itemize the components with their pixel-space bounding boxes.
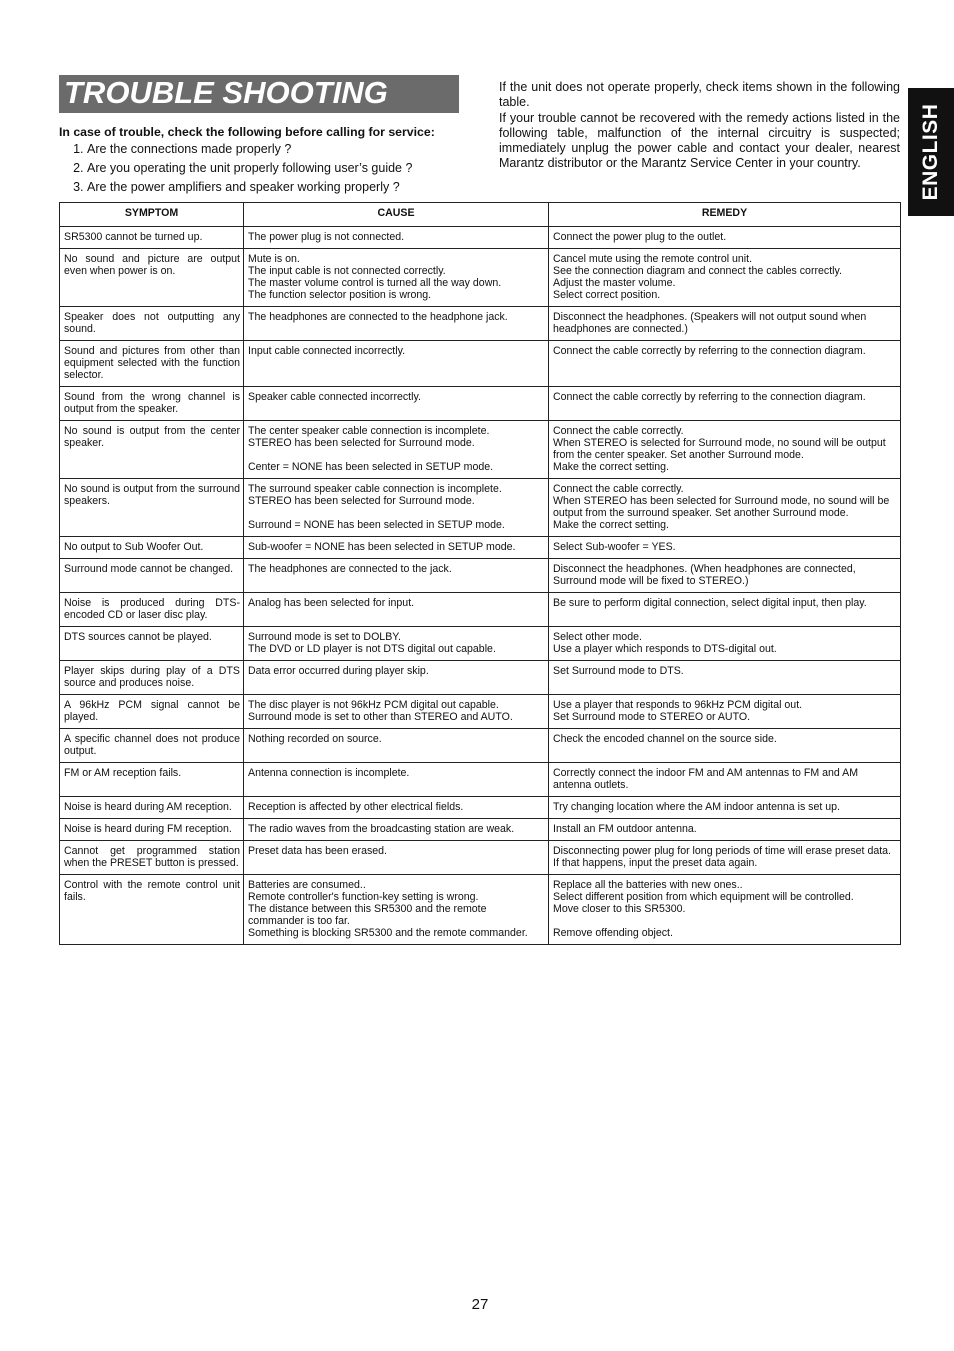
cause-cell [244, 227, 549, 249]
table-row [60, 559, 901, 593]
cause-line: The surround speaker cable connection is incomplete. [248, 483, 502, 495]
check-item: 3. Are the power amplifiers and speaker working properly ? [87, 180, 479, 195]
title-banner [59, 75, 459, 113]
remedy-cell [549, 341, 901, 387]
remedy-cell [549, 479, 901, 537]
header-symptom: SYMPTOM [60, 203, 244, 227]
remedy-line: See the connection diagram and connect the cables correctly. [553, 265, 842, 277]
cause-line: Input cable connected incorrectly. [248, 345, 406, 357]
cause-cell [244, 537, 549, 559]
intro-paragraph [499, 80, 900, 172]
remedy-line: Adjust the master volume. [553, 277, 676, 289]
remedy-line: Set Surround mode to DTS. [553, 665, 684, 677]
remedy-cell [549, 841, 901, 875]
intro-lead: In case of trouble, check the following before calling for service: [59, 125, 435, 139]
remedy-line: Correctly connect the indoor FM and AM antennas to FM and AM antenna outlets. [553, 767, 859, 791]
cause-line: The master volume control is turned all the way down. [248, 277, 502, 289]
check-list [59, 142, 479, 195]
cause-line: Reception is affected by other electrical fields. [248, 801, 464, 813]
remedy-line: Make the correct setting. [553, 519, 669, 531]
cause-cell [244, 627, 549, 661]
remedy-line: Move closer to this SR5300. [553, 903, 686, 915]
remedy-cell [549, 227, 901, 249]
cause-line: Surround = NONE has been selected in SETUP mode. [248, 519, 505, 531]
remedy-line: Remove offending object. [553, 927, 673, 939]
check-item: 1. Are the connections made properly ? [87, 142, 479, 157]
table-row [60, 695, 901, 729]
intro-section [59, 125, 479, 199]
table-row [60, 227, 901, 249]
symptom-cell: No sound is output from the surround speakers. [60, 479, 244, 537]
table-row [60, 841, 901, 875]
cause-cell [244, 841, 549, 875]
remedy-line: Select Sub-woofer = YES. [553, 541, 676, 553]
table-row [60, 819, 901, 841]
symptom-cell: Sound from the wrong channel is output from the speaker. [60, 387, 244, 421]
remedy-line: Use a player that responds to 96kHz PCM digital out. [553, 699, 803, 711]
header-remedy: REMEDY [549, 203, 901, 227]
table-row [60, 421, 901, 479]
remedy-line: Replace all the batteries with new ones.. [553, 879, 743, 891]
remedy-cell [549, 797, 901, 819]
cause-line: STEREO has been selected for Surround mode. [248, 495, 475, 507]
table-row [60, 479, 901, 537]
remedy-cell [549, 875, 901, 945]
cause-cell [244, 695, 549, 729]
remedy-cell [549, 661, 901, 695]
cause-line: The headphones are connected to the headphone jack. [248, 311, 508, 323]
remedy-cell [549, 627, 901, 661]
cause-cell [244, 559, 549, 593]
symptom-cell: Sound and pictures from other than equipment selected with the function selector. [60, 341, 244, 387]
cause-line: The radio waves from the broadcasting station are weak. [248, 823, 515, 835]
remedy-line: Connect the cable correctly by referring to the connection diagram. [553, 391, 866, 403]
symptom-cell: Control with the remote control unit fails. [60, 875, 244, 945]
cause-line: The input cable is not connected correctly. [248, 265, 446, 277]
cause-line: Something is blocking SR5300 and the remote commander. [248, 927, 528, 939]
intro-paragraph-1: If the unit does not operate properly, check items shown in the following table. [499, 80, 900, 110]
remedy-line: Be sure to perform digital connection, select digital input, then play. [553, 597, 867, 609]
symptom-cell: A specific channel does not produce output. [60, 729, 244, 763]
cause-cell [244, 763, 549, 797]
table-row [60, 797, 901, 819]
cause-cell [244, 341, 549, 387]
cause-line: The power plug is not connected. [248, 231, 405, 243]
table-row [60, 341, 901, 387]
cause-line: Sub-woofer = NONE has been selected in SETUP mode. [248, 541, 516, 553]
remedy-cell [549, 537, 901, 559]
cause-cell [244, 421, 549, 479]
remedy-cell [549, 307, 901, 341]
cause-cell [244, 729, 549, 763]
cause-cell [244, 479, 549, 537]
symptom-cell: Noise is heard during AM reception. [60, 797, 244, 819]
remedy-line: Disconnecting power plug for long periods of time will erase preset data. If that happens, input the preset data again. [553, 845, 892, 869]
remedy-line: Select correct position. [553, 289, 661, 301]
page-title: TROUBLE SHOOTING [64, 75, 388, 110]
cause-line: Center = NONE has been selected in SETUP mode. [248, 461, 494, 473]
cause-cell [244, 593, 549, 627]
table-row [60, 729, 901, 763]
cause-line: The disc player is not 96kHz PCM digital out capable. [248, 699, 499, 711]
cause-line: Nothing recorded on source. [248, 733, 382, 745]
table-row [60, 387, 901, 421]
cause-line: The distance between this SR5300 and the remote commander is too far. [248, 903, 487, 927]
remedy-cell [549, 729, 901, 763]
cause-line: Antenna connection is incomplete. [248, 767, 410, 779]
cause-cell [244, 797, 549, 819]
symptom-cell: Noise is heard during FM reception. [60, 819, 244, 841]
cause-line: Batteries are consumed.. [248, 879, 366, 891]
cause-cell [244, 249, 549, 307]
remedy-line: Cancel mute using the remote control unit. [553, 253, 753, 265]
cause-line: Surround mode is set to DOLBY. [248, 631, 401, 643]
remedy-line: Connect the power plug to the outlet. [553, 231, 727, 243]
check-item: 2. Are you operating the unit properly following user’s guide ? [87, 161, 479, 176]
symptom-cell: No output to Sub Woofer Out. [60, 537, 244, 559]
remedy-cell [549, 249, 901, 307]
troubleshooting-table [59, 202, 901, 945]
cause-cell [244, 387, 549, 421]
table-row [60, 763, 901, 797]
cause-line: The DVD or LD player is not DTS digital out capable. [248, 643, 496, 655]
symptom-cell: No sound and picture are output even when power is on. [60, 249, 244, 307]
table-row [60, 249, 901, 307]
remedy-line: Check the encoded channel on the source side. [553, 733, 777, 745]
cause-line: Mute is on. [248, 253, 300, 265]
table-row [60, 875, 901, 945]
remedy-cell [549, 387, 901, 421]
symptom-cell: A 96kHz PCM signal cannot be played. [60, 695, 244, 729]
remedy-line: Use a player which responds to DTS-digital out. [553, 643, 777, 655]
cause-cell [244, 819, 549, 841]
table-row [60, 661, 901, 695]
cause-line: Analog has been selected for input. [248, 597, 415, 609]
remedy-line [553, 915, 897, 927]
remedy-cell [549, 593, 901, 627]
cause-cell [244, 875, 549, 945]
table-row [60, 537, 901, 559]
remedy-line: Select different position from which equipment will be controlled. [553, 891, 854, 903]
remedy-cell [549, 695, 901, 729]
symptom-cell: Cannot get programmed station when the PRESET button is pressed. [60, 841, 244, 875]
symptom-cell: FM or AM reception fails. [60, 763, 244, 797]
remedy-line: When STEREO is selected for Surround mode, no sound will be output from the center speaker. Set another Surround mode. [553, 437, 886, 461]
cause-cell [244, 661, 549, 695]
table-header-row [60, 203, 901, 227]
remedy-line: Try changing location where the AM indoor antenna is set up. [553, 801, 840, 813]
cause-line: Preset data has been erased. [248, 845, 387, 857]
page-number: 27 [471, 1296, 489, 1313]
symptom-cell: DTS sources cannot be played. [60, 627, 244, 661]
table-row [60, 627, 901, 661]
language-tab-label: ENGLISH [919, 103, 942, 201]
cause-line: Data error occurred during player skip. [248, 665, 429, 677]
table-row [60, 593, 901, 627]
symptom-cell: No sound is output from the center speaker. [60, 421, 244, 479]
cause-line: Remote controller's function-key setting is wrong. [248, 891, 479, 903]
remedy-line: Make the correct setting. [553, 461, 669, 473]
remedy-cell [549, 421, 901, 479]
cause-line [248, 449, 545, 461]
cause-line [248, 507, 545, 519]
header-cause: CAUSE [244, 203, 549, 227]
remedy-cell [549, 559, 901, 593]
symptom-cell: Player skips during play of a DTS source and produces noise. [60, 661, 244, 695]
cause-line: The center speaker cable connection is incomplete. [248, 425, 490, 437]
remedy-cell [549, 763, 901, 797]
remedy-line: Disconnect the headphones. (When headphones are connected, Surround mode will be fixed to STEREO.) [553, 563, 856, 587]
intro-paragraph-2: If your trouble cannot be recovered with the remedy actions listed in the following table, malfunction of the internal circuitry is suspected; immediately unplug the power cable and contact your dealer, nearest Marantz distributor or the Marantz Service Center in your country. [499, 110, 900, 171]
symptom-cell: Noise is produced during DTS-encoded CD or laser disc play. [60, 593, 244, 627]
remedy-line: When STEREO has been selected for Surround mode, no sound will be output from the surround speaker. Set another Surround mode. [553, 495, 890, 519]
remedy-cell [549, 819, 901, 841]
symptom-cell: SR5300 cannot be turned up. [60, 227, 244, 249]
language-tab [908, 88, 954, 216]
cause-cell [244, 307, 549, 341]
cause-line: The function selector position is wrong. [248, 289, 432, 301]
cause-line: STEREO has been selected for Surround mode. [248, 437, 475, 449]
remedy-line: Connect the cable correctly. [553, 425, 684, 437]
symptom-cell: Surround mode cannot be changed. [60, 559, 244, 593]
remedy-line: Install an FM outdoor antenna. [553, 823, 697, 835]
remedy-line: Connect the cable correctly. [553, 483, 684, 495]
cause-line: The headphones are connected to the jack. [248, 563, 452, 575]
symptom-cell: Speaker does not outputting any sound. [60, 307, 244, 341]
table-row [60, 307, 901, 341]
table-body [60, 227, 901, 945]
remedy-line: Select other mode. [553, 631, 642, 643]
remedy-line: Connect the cable correctly by referring to the connection diagram. [553, 345, 866, 357]
remedy-line: Set Surround mode to STEREO or AUTO. [553, 711, 751, 723]
cause-line: Surround mode is set to other than STEREO and AUTO. [248, 711, 513, 723]
remedy-line: Disconnect the headphones. (Speakers will not output sound when headphones are connected.) [553, 311, 867, 335]
cause-line: Speaker cable connected incorrectly. [248, 391, 421, 403]
